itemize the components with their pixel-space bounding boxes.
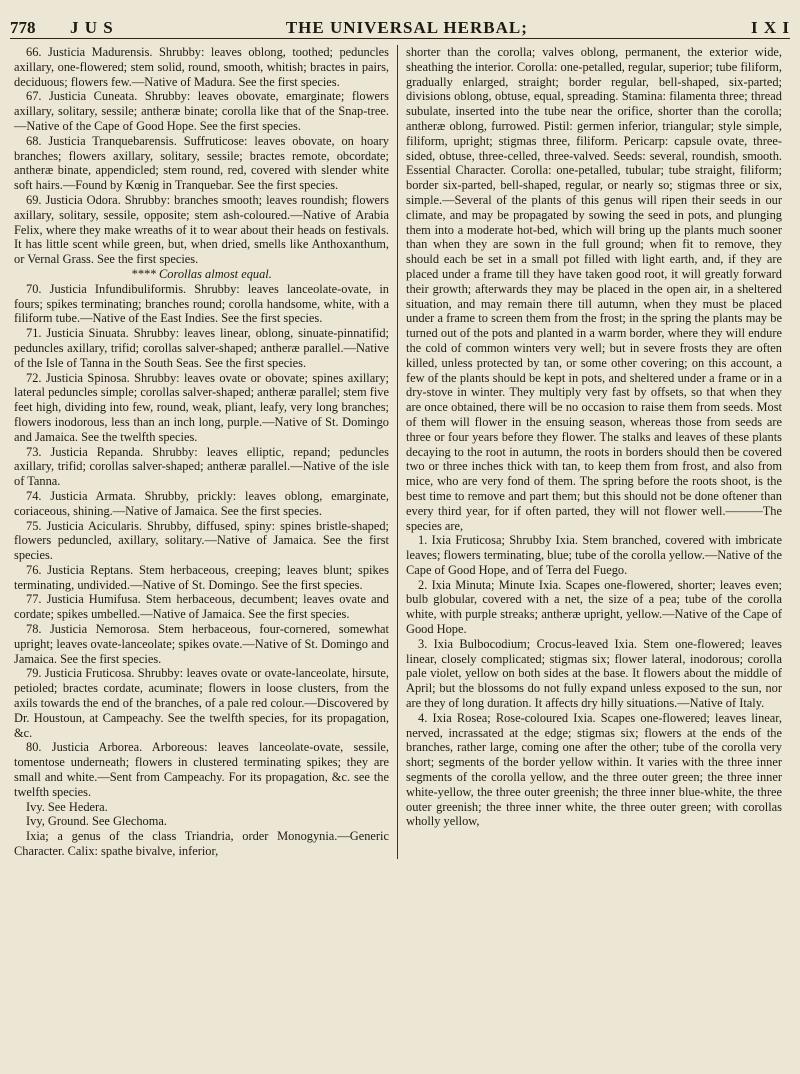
- section-subheading: **** Corollas almost equal.: [131, 266, 272, 281]
- entry-paragraph: 72. Justicia Spinosa. Shrubby: leaves ovate or obovate; spines axillary; lateral peduncles simple; corollas salver-shaped; antheræ parallel; stem five feet high, dividing into few, round, weak, pliant, leafy, very long branches; flowers inodorous, less than an inch long, purple.—Native of St. Domingo and Jamaica. See the twelfth species.: [14, 370, 389, 444]
- entry-paragraph: 80. Justicia Arborea. Arboreous: leaves lanceolate-ovate, sessile, tomentose underneath; flowers in clustered terminating spikes; they are small and white.—Sent from Campeachy. For its propagation, &c. see the twelfth species.: [14, 740, 389, 799]
- page-number: 778: [10, 18, 36, 37]
- entry-paragraph: 69. Justicia Odora. Shrubby: branches smooth; leaves roundish; flowers axillary, solitary, sessile, opposite; stem ash-coloured.—Native of Arabia Felix, where they make wreaths of it to wear about their heads on festivals. It has little scent while green, but, when dried, smells like Anthoxanthum, or Vernal Grass. See the first species.: [14, 192, 389, 267]
- running-head-title: THE UNIVERSAL HERBAL;: [285, 18, 528, 37]
- entry-paragraph: 67. Justicia Cuneata. Shrubby: leaves obovate, emarginate; flowers axillary, solitary, sessile; antheræ binate; corolla like that of the Snap-tree.—Native of the Cape of Good Hope. See the first species.: [14, 89, 389, 133]
- entry-paragraph: 68. Justicia Tranquebarensis. Suffruticose: leaves obovate, on hoary branches; flowers axillary, solitary, sessile; bractes remote, obcordate; antheræ binate, appendicled; stem round, red, covered with slender white soft hairs.—Found by Kœnig in Tranquebar. See the first species.: [14, 133, 389, 193]
- species-entry: 3. Ixia Bulbocodium; Crocus-leaved Ixia. Stem one-flowered; leaves linear, closely complicated; stigmas six; flower lateral, inodorous; corolla pale violet, yellow on both sides at the base. It flowers about the middle of April; but the blossoms do not fully expand unless exposed to the sun, nor are they of long duration. It affects dry hilly situations.—Native of Italy.: [406, 636, 782, 711]
- species-entry: 4. Ixia Rosea; Rose-coloured Ixia. Scapes one-flowered; leaves linear, nerved, incrassated at the edge; stigmas six; flowers at the ends of the branches, rather large, coming one after the other; tube of the corolla very short; segments of the border yellow within. It varies with the three inner segments of the corolla yellow, and the three outer green; the three inner white-yellow, the three outer greenish; the three inner blue-white, the three outer greenish; the three inner white, the three outer green; with corollas wholly yellow,: [406, 710, 782, 829]
- entry-paragraph: 71. Justicia Sinuata. Shrubby: leaves linear, oblong, sinuate-pinnatifid; peduncles axillary, trifid; corollas salver-shaped; antheræ parallel.—Native of the Isle of Tanna in the South Seas. See the first species.: [14, 326, 389, 370]
- running-head-left: J U S: [70, 18, 114, 37]
- right-column: [398, 45, 786, 859]
- left-column: [10, 45, 398, 859]
- entry-paragraph: 77. Justicia Humifusa. Stem herbaceous, decumbent; leaves ovate and cordate; spikes umbelled.—Native of Jamaica. See the first species.: [14, 592, 389, 622]
- entry-paragraph: 66. Justicia Madurensis. Shrubby: leaves oblong, toothed; peduncles axillary, one-flowered; stem solid, round, smooth, whitish; bractes in pairs, deciduous; flowers few.—Native of Madura. See the first species.: [14, 45, 389, 89]
- entry-paragraph: 73. Justicia Repanda. Shrubby: leaves elliptic, repand; peduncles axillary, trifid; corollas salver-shaped; antheræ parallel.—Native of the isle of Tanna.: [14, 444, 389, 489]
- genus-entry: Ixia; a genus of the class Triandria, order Monogynia.—Generic Character. Calix: spathe bivalve, inferior,: [14, 829, 389, 859]
- species-entry: 2. Ixia Minuta; Minute Ixia. Scapes one-flowered, shorter; leaves even; bulb globular, covered with a net, the size of a pea; tube of the corolla white, with purple streaks; antheræ upright, yellow.—Native of the Cape of Good Hope.: [406, 577, 782, 637]
- cross-reference: Ivy. See Hedera.: [26, 799, 108, 814]
- entry-paragraph: 79. Justicia Fruticosa. Shrubby: leaves ovate or ovate-lanceolate, hirsute, petioled; bractes cordate, acuminate; flowers in loose clusters, from the axils towards the end of the branches, of a pale red colour.—Discovered by Dr. Houstoun, at Campeachy. See the twelfth species, for its propagation, &c.: [14, 666, 389, 740]
- species-entry: 1. Ixia Fruticosa; Shrubby Ixia. Stem branched, covered with imbricate leaves; flowers terminating, blue; tube of the corolla yellow.—Native of the Cape of Good Hope, and of Terra del Fuego.: [406, 533, 782, 577]
- genus-description: shorter than the corolla; valves oblong, permanent, the exterior wide, sheathing the interior. Corolla: one-petalled, regular, superior; tube filiform, gradually enlarged, straight; border regular, bell-shaped, six-parted; divisions oblong, obtuse, equal, spreading. Stamina: filamenta three; thread subulate, inserted into the tube near the orifice, shorter than the corolla; antheræ oblong, furrowed. Pistil: germen inferior, triangular; style simple, filiform, upright; stigmas three, filiform. Pericarp: capsule ovate, three-sided, obtuse, three-celled, three-valved. Seeds: several, roundish, smooth. Essential Character. Corolla: one-petalled, tubular; tube straight, filiform; border six-parted, bell-shaped, regular, or nearly so; stigmas three or six, simple.—Several of the plants of this genus will ripen their seeds in our climate, and may be propagated by sowing the seed in pots, and plunging them into a moderate hot-bed, which will bring up the plants much sooner than when they are sown in the full ground; when fit to remove, they should each be set in a small pot filled with light earth, and, if they are placed under a frame till they have taken good root, it will greatly forward their growth; afterwards they may be placed in the open air, in a sheltered situation, and may remain there till autumn, when they must be placed under a frame to screen them from the frost; in the spring the plants may be turned out of the pots and planted in a warm border, where they will endure the cold of common winters very well; but in severe frosts they are often killed, unless protected by tan, or some other covering; on this account, a few of the plants should be kept in pots, and sheltered under a frame or in a dry-stove in winter. They multiply very fast by offsets, so that when they are once obtained, there will be no occasion to raise them from seeds. Most of them will flower in the ensuing season, whereas those from seeds are three or four years before they flower. The stalks and leaves of these plants decaying to the root in autumn, the roots in borders should then be covered two or three inches thick with tan, to keep them from frost, and also from mice, who are very fond of them. The spring before the roots shoot, is the best time to remove and part them; but this should not be done oftener than every third year, for if often parted, they will not flower well.———The species are,: [406, 45, 782, 533]
- entry-paragraph: 74. Justicia Armata. Shrubby, prickly: leaves oblong, emarginate, coriaceous, shining.—Native of Jamaica. See the first species.: [14, 488, 389, 518]
- entry-paragraph: 70. Justicia Infundibuliformis. Shrubby: leaves lanceolate-ovate, in fours; spikes terminating; branches round; corolla handsome, white, with a filiform tube.—Native of the East Indies. See the first species.: [14, 281, 389, 326]
- entry-paragraph: 76. Justicia Reptans. Stem herbaceous, creeping; leaves blunt; spikes terminating, undivided.—Native of St. Domingo. See the first species.: [14, 562, 389, 592]
- cross-reference: Ivy, Ground. See Glechoma.: [26, 814, 167, 829]
- text-columns: [10, 45, 790, 859]
- entry-paragraph: 78. Justicia Nemorosa. Stem herbaceous, four-cornered, somewhat upright; leaves ovate-lanceolate; spikes ovate.—Native of St. Domingo and Jamaica. See the first species.: [14, 622, 389, 666]
- running-head-right: I X I: [750, 18, 790, 37]
- page-header: [10, 12, 790, 39]
- entry-paragraph: 75. Justicia Acicularis. Shrubby, diffused, spiny: spines bristle-shaped; flowers peduncled, axillary, solitary.—Native of Jamaica. See the first species.: [14, 518, 389, 563]
